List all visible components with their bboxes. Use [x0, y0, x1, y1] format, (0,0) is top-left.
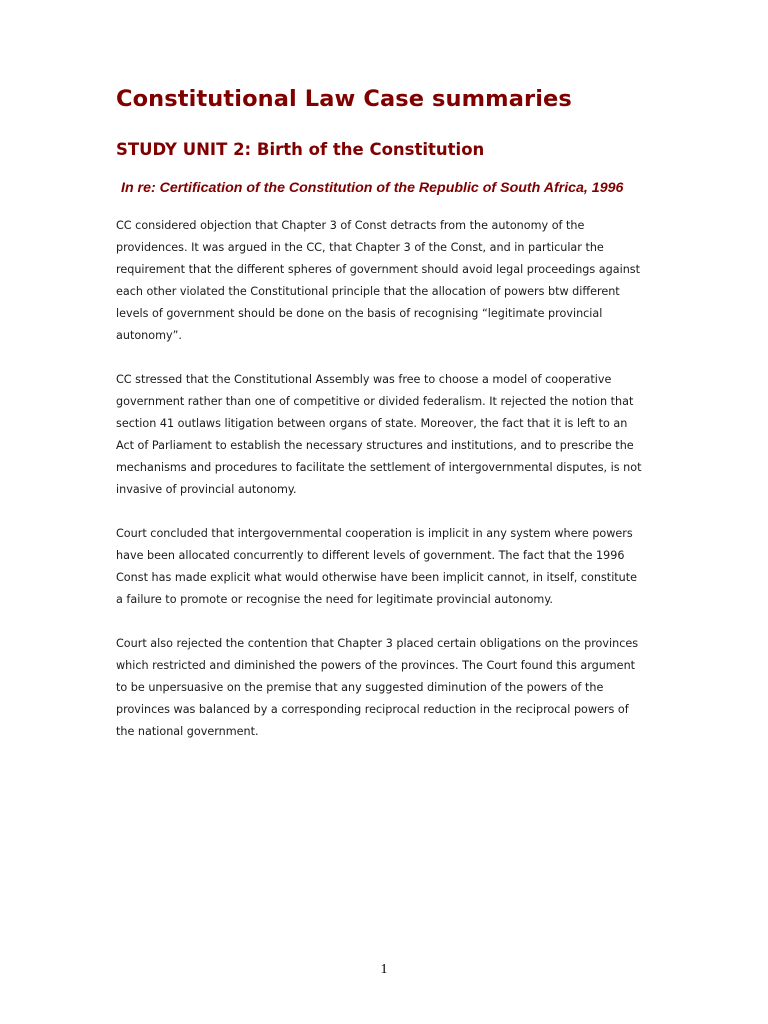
paragraph-line: Act of Parliament to establish the necessary structures and institutions, and to prescribe the — [116, 439, 634, 452]
paragraph-line: CC considered objection that Chapter 3 of Const detracts from the autonomy of the — [116, 219, 585, 232]
paragraph-2 — [116, 369, 656, 501]
paragraph-line: invasive of provincial autonomy. — [116, 483, 297, 496]
document-title: Constitutional Law Case summaries — [116, 86, 572, 112]
paragraph-line: have been allocated concurrently to different levels of government. The fact that the 1996 — [116, 549, 625, 562]
paragraph-line: provinces was balanced by a corresponding reciprocal reduction in the reciprocal powers of — [116, 703, 629, 716]
paragraph-4 — [116, 633, 656, 743]
paragraph-line: providences. It was argued in the CC, that Chapter 3 of the Const, and in particular the — [116, 241, 604, 254]
paragraph-line: government rather than one of competitive or divided federalism. It rejected the notion that — [116, 395, 634, 408]
paragraph-line: requirement that the different spheres of government should avoid legal proceedings against — [116, 263, 641, 276]
paragraph-line: each other violated the Constitutional principle that the allocation of powers btw different — [116, 285, 620, 298]
paragraph-line: autonomy”. — [116, 329, 182, 342]
paragraph-line: section 41 outlaws litigation between organs of state. Moreover, the fact that it is left to an — [116, 417, 628, 430]
paragraph-line: to be unpersuasive on the premise that any suggested diminution of the powers of the — [116, 681, 604, 694]
case-heading: In re: Certification of the Constitution of the Republic of South Africa, 1996 — [121, 180, 624, 196]
paragraph-line: the national government. — [116, 725, 259, 738]
study-unit-heading: STUDY UNIT 2: Birth of the Constitution — [116, 140, 485, 159]
paragraph-line: Const has made explicit what would otherwise have been implicit cannot, in itself, constitute — [116, 571, 638, 584]
paragraph-line: which restricted and diminished the powers of the provinces. The Court found this argument — [116, 659, 636, 672]
paragraph-line: levels of government should be done on the basis of recognising “legitimate provincial — [116, 307, 603, 320]
paragraph-1 — [116, 215, 656, 347]
paragraph-3 — [116, 523, 656, 611]
paragraph-line: Court also rejected the contention that Chapter 3 placed certain obligations on the provinces — [116, 637, 639, 650]
paragraph-line: CC stressed that the Constitutional Assembly was free to choose a model of cooperative — [116, 373, 612, 386]
paragraph-line: Court concluded that intergovernmental cooperation is implicit in any system where powers — [116, 527, 633, 540]
page-number: 1 — [380, 962, 388, 977]
paragraph-line: a failure to promote or recognise the need for legitimate provincial autonomy. — [116, 593, 553, 606]
paragraph-line: mechanisms and procedures to facilitate the settlement of intergovernmental disputes, is not — [116, 461, 642, 474]
